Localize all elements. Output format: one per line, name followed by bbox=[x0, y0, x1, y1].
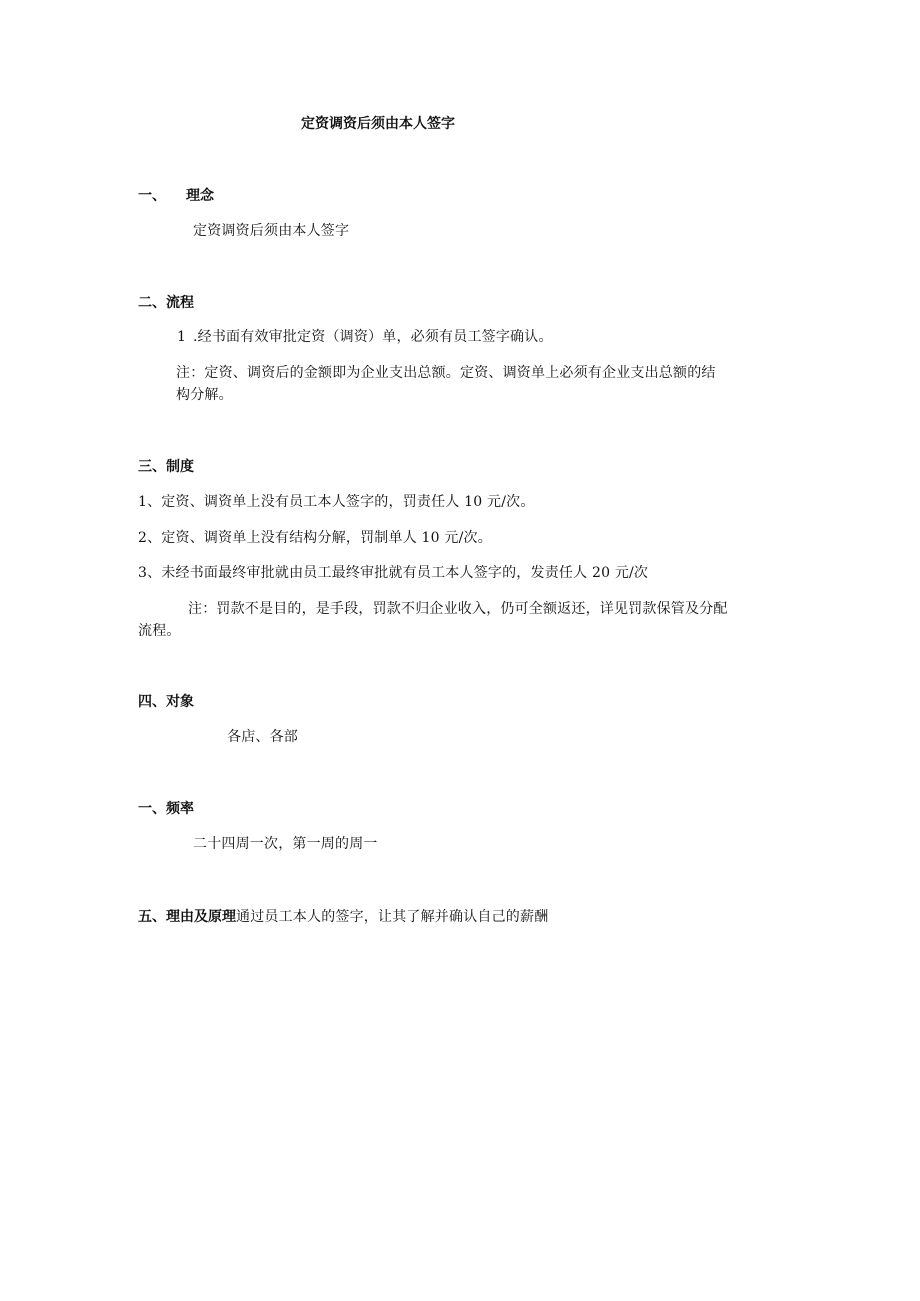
section-4-body: 各店、各部 bbox=[227, 729, 298, 745]
section-3-rule-1: 1、定资、调资单上没有员工本人签字的，罚责任人 10 元/次。 bbox=[138, 494, 535, 510]
section-2-item-1-text: .经书面有效审批定资（调资）单，必须有员工签字确认。 bbox=[193, 329, 553, 345]
section-2-note-line-1: 注：定资、调资后的金额即为企业支出总额。定资、调资单上必须有企业支出总额的结 bbox=[176, 365, 716, 381]
section-2-heading: 二、流程 bbox=[138, 295, 194, 311]
section-3-note-line-2: 流程。 bbox=[138, 623, 181, 639]
section-reason-line bbox=[138, 908, 548, 926]
section-4-heading: 四、对象 bbox=[138, 694, 194, 710]
section-3-note-line-1: 注：罚款不是目的，是手段，罚款不归企业收入，仍可全额返还，详见罚款保管及分配 bbox=[188, 601, 728, 617]
section-3-heading: 三、制度 bbox=[138, 459, 194, 475]
section-reason-body: 通过员工本人的签字，让其了解并确认自己的薪酬 bbox=[236, 909, 549, 925]
section-frequency-body: 二十四周一次，第一周的周一 bbox=[193, 836, 378, 852]
section-2-note-line-2: 构分解。 bbox=[176, 387, 233, 403]
document-title: 定资调资后须由本人签字 bbox=[301, 116, 455, 132]
section-2-item-1-number: 1 bbox=[177, 329, 187, 345]
section-1-body: 定资调资后须由本人签字 bbox=[193, 223, 350, 239]
section-reason-heading: 五、理由及原理 bbox=[138, 909, 236, 925]
section-1-number: 一、 bbox=[138, 188, 166, 204]
section-3-rule-3: 3、未经书面最终审批就由员工最终审批就有员工本人签字的，发责任人 20 元/次 bbox=[138, 565, 649, 581]
section-3-rule-2: 2、定资、调资单上没有结构分解，罚制单人 10 元/次。 bbox=[138, 530, 492, 546]
section-frequency-heading: 一、频率 bbox=[138, 801, 194, 817]
section-1-heading: 理念 bbox=[186, 188, 214, 204]
